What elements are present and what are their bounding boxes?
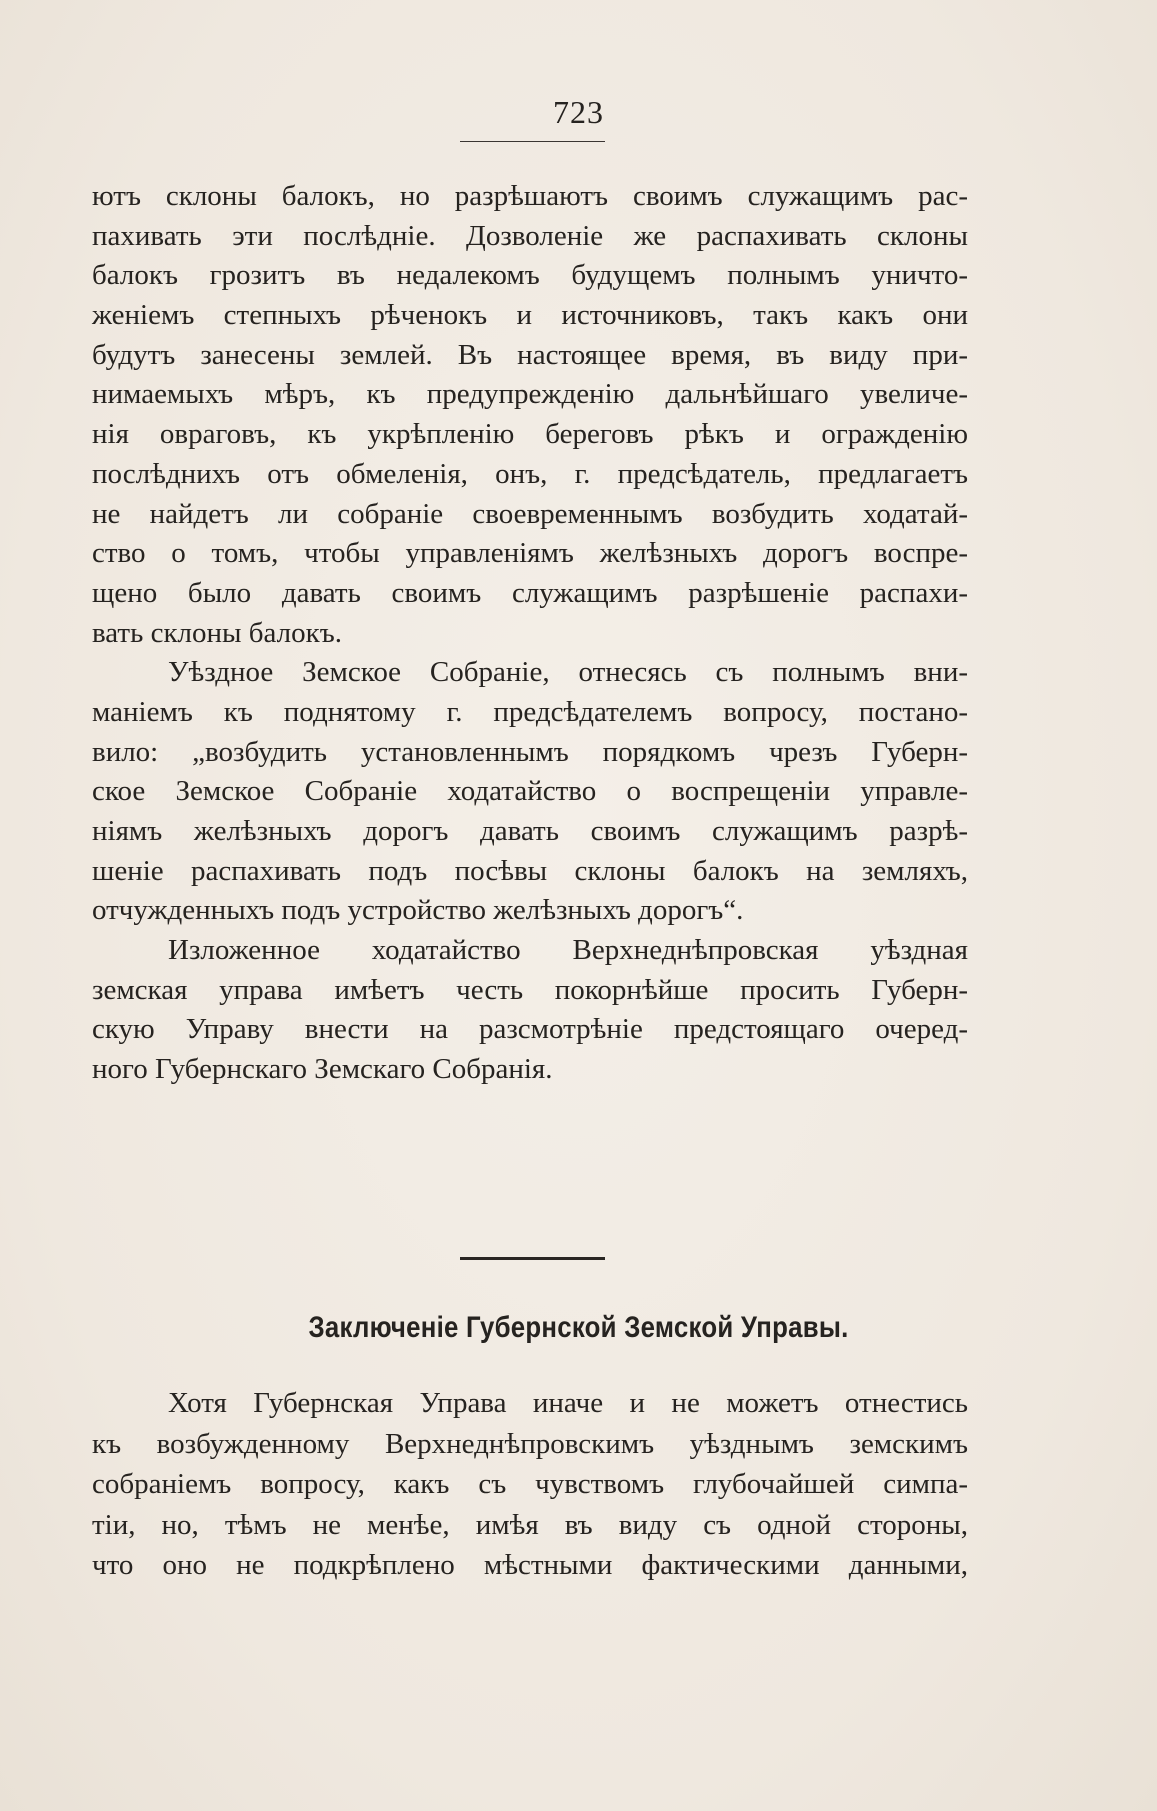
body-text — [92, 177, 968, 1090]
text-line: что оно не подкрѣплено мѣстными фактическими данными, — [92, 1549, 968, 1581]
paragraph-1 — [92, 177, 968, 653]
text-line: Хотя Губернская Управа иначе и не можетъ отнестись — [168, 1387, 968, 1419]
text-line: ское Земское Собранie ходатайство о воспрещенiи управле- — [92, 775, 968, 808]
text-line: ютъ склоны балокъ, но разрѣшаютъ своимъ служащимъ рас- — [92, 180, 968, 212]
text-line: будутъ занесены землей. Въ настоящее время, въ виду при- — [92, 338, 968, 371]
body-text-final — [92, 1383, 968, 1586]
text-line: къ возбужденному Верхнеднѣпровскимъ уѣзднымъ земскимъ — [92, 1427, 968, 1460]
text-line: Изложенное ходатайство Верхнеднѣпровская уѣздная — [168, 934, 968, 967]
text-line: щено было давать своимъ служащимъ разрѣшенie распахи- — [92, 576, 968, 609]
text-line: тiи, но, тѣмъ не менѣе, имѣя въ виду съ одной стороны, — [92, 1508, 968, 1541]
text-line: нiямъ желѣзныхъ дорогъ давать своимъ служащимъ разрѣ- — [92, 815, 968, 847]
page-number: 723 — [553, 94, 604, 130]
text-line: ного Губернскаго Земскаго Собранiя. — [92, 1053, 553, 1086]
text-line: ство о томъ, чтобы управленiямъ желѣзныхъ дорогъ воспре- — [92, 537, 968, 570]
text-line: вать склоны балокъ. — [92, 616, 342, 649]
text-line: послѣднихъ отъ обмеленiя, онъ, г. предсѣдатель, предлагаетъ — [92, 457, 968, 490]
text-line: земская управа имѣетъ честь покорнѣйше просить Губерн- — [92, 973, 968, 1006]
text-line: отчужденныхъ подъ устройство желѣзныхъ дорогъ“. — [92, 894, 744, 927]
text-line: вило: „возбудить установленнымъ порядкомъ чрезъ Губерн- — [92, 735, 968, 768]
header-rule — [460, 141, 605, 142]
text-line: манieмъ къ поднятому г. предсѣдателемъ вопросу, постано- — [92, 695, 968, 728]
text-line: балокъ грозитъ въ недалекомъ будущемъ полнымъ уничто- — [92, 259, 968, 292]
text-line: скую Управу внести на разсмотрѣнie предстоящаго очеред- — [92, 1013, 968, 1046]
section-divider — [460, 1257, 605, 1260]
text-line: собранieмъ вопросу, какъ съ чувствомъ глубочайшей симпа- — [92, 1468, 968, 1500]
text-line: Уѣздное Земское Собранie, отнесясь съ полнымъ вни- — [168, 656, 968, 689]
text-line: женieмъ степныхъ рѣченокъ и источниковъ, такъ какъ они — [92, 299, 968, 332]
section-heading: Заключенie Губернской Земской Управы. — [308, 1311, 849, 1344]
text-line: шенie распахивать подъ посѣвы склоны балокъ на земляхъ, — [92, 854, 968, 887]
text-line: нимаемыхъ мѣръ, къ предупрежденiю дальнѣйшаго увеличе- — [92, 378, 968, 411]
paragraph-3 — [92, 931, 968, 1090]
text-line: пахивать эти послѣднie. Дозволенie же распахивать склоны — [92, 219, 968, 252]
paragraph-4 — [92, 1383, 968, 1586]
text-line: не найдетъ ли собранie своевременнымъ возбудить ходатай- — [92, 497, 968, 530]
paragraph-2 — [92, 653, 968, 931]
text-line: нiя овраговъ, къ укрѣпленiю береговъ рѣкъ и огражденiю — [92, 418, 968, 451]
